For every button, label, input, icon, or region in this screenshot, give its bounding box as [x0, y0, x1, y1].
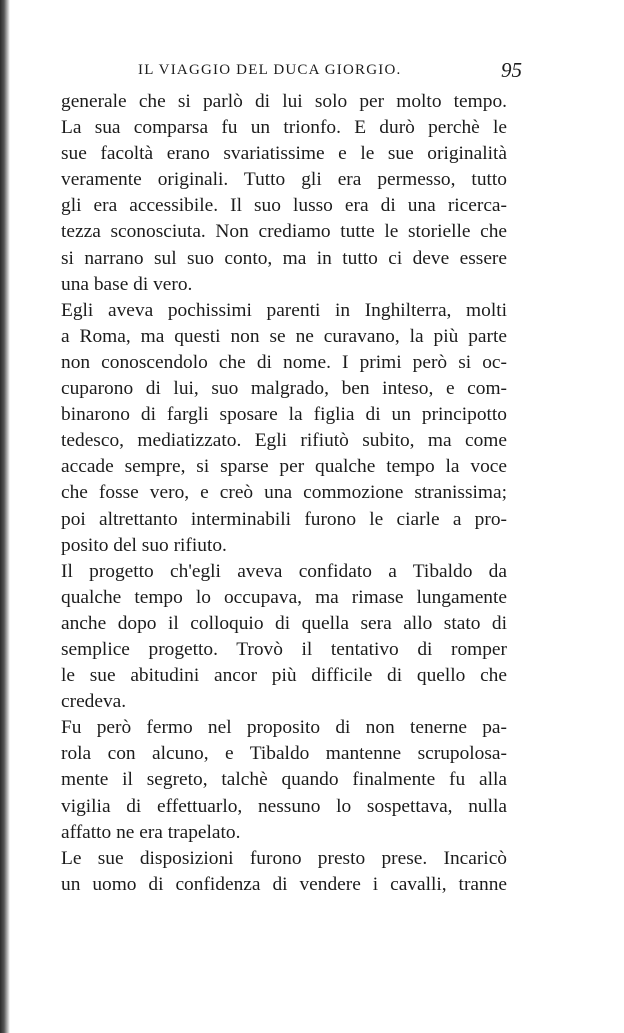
text-line: una base di vero. [61, 273, 193, 295]
text-line: Fu però fermo nel proposito di non tenerne pa- [61, 717, 507, 739]
text-line: accade sempre, si sparse per qualche tempo la voce [61, 456, 507, 478]
text-line: sue facoltà erano svariatissime e le sue originalità [61, 143, 507, 165]
text-line: binarono di fargli sposare la figlia di un principotto [61, 404, 507, 426]
text-line: Le sue disposizioni furono presto prese. Incaricò [61, 847, 507, 869]
text-line: veramente originali. Tutto gli era permesso, tutto [61, 169, 507, 191]
text-line: non conoscendolo che di nome. I primi però si oc- [61, 351, 507, 373]
text-line: mente il segreto, talchè quando finalmente fu alla [61, 769, 507, 791]
page-binding-edge [0, 0, 10, 1033]
text-line: credeva. [61, 691, 127, 713]
text-line: affatto ne era trapelato. [61, 821, 241, 843]
text-line: vigilia di effettuarlo, nessuno lo sospettava, nulla [61, 795, 507, 817]
text-line: un uomo di confidenza di vendere i cavalli, tranne [61, 873, 507, 895]
running-title: IL VIAGGIO DEL DUCA GIORGIO. [138, 62, 402, 78]
text-line: si narrano sul suo conto, ma in tutto ci deve essere [61, 247, 507, 269]
text-line: generale che si parlò di lui solo per molto tempo. [61, 91, 507, 112]
running-head [60, 60, 520, 84]
text-line: semplice progetto. Trovò il tentativo di romper [61, 638, 507, 660]
text-line: Egli aveva pochissimi parenti in Inghilterra, molti [61, 299, 507, 321]
text-line: tezza sconosciuta. Non crediamo tutte le storielle che [61, 221, 507, 243]
text-line: posito del suo rifiuto. [61, 534, 227, 556]
text-line: cuparono di lui, suo malgrado, ben inteso, e com- [61, 378, 507, 400]
text-line: Il progetto ch'egli aveva confidato a Tibaldo da [61, 560, 507, 582]
body-text [61, 89, 507, 898]
text-line: tedesco, mediatizzato. Egli rifiutò subito, ma come [61, 430, 507, 452]
text-line: che fosse vero, e creò una commozione stranissima; [61, 482, 507, 504]
text-line: a Roma, ma questi non se ne curavano, la più parte [61, 325, 507, 347]
text-line: La sua comparsa fu un trionfo. E durò perchè le [61, 117, 507, 139]
text-line: gli era accessibile. Il suo lusso era di una ricerca- [61, 195, 507, 217]
text-line: anche dopo il colloquio di quella sera allo stato di [61, 612, 507, 634]
text-line: poi altrettanto interminabili furono le ciarle a pro- [61, 508, 507, 530]
page-number: 95 [501, 58, 522, 82]
text-line: le sue abitudini ancor più difficile di quello che [61, 665, 507, 687]
text-line: rola con alcuno, e Tibaldo mantenne scrupolosa- [61, 743, 507, 765]
text-line: qualche tempo lo occupava, ma rimase lungamente [61, 586, 507, 608]
